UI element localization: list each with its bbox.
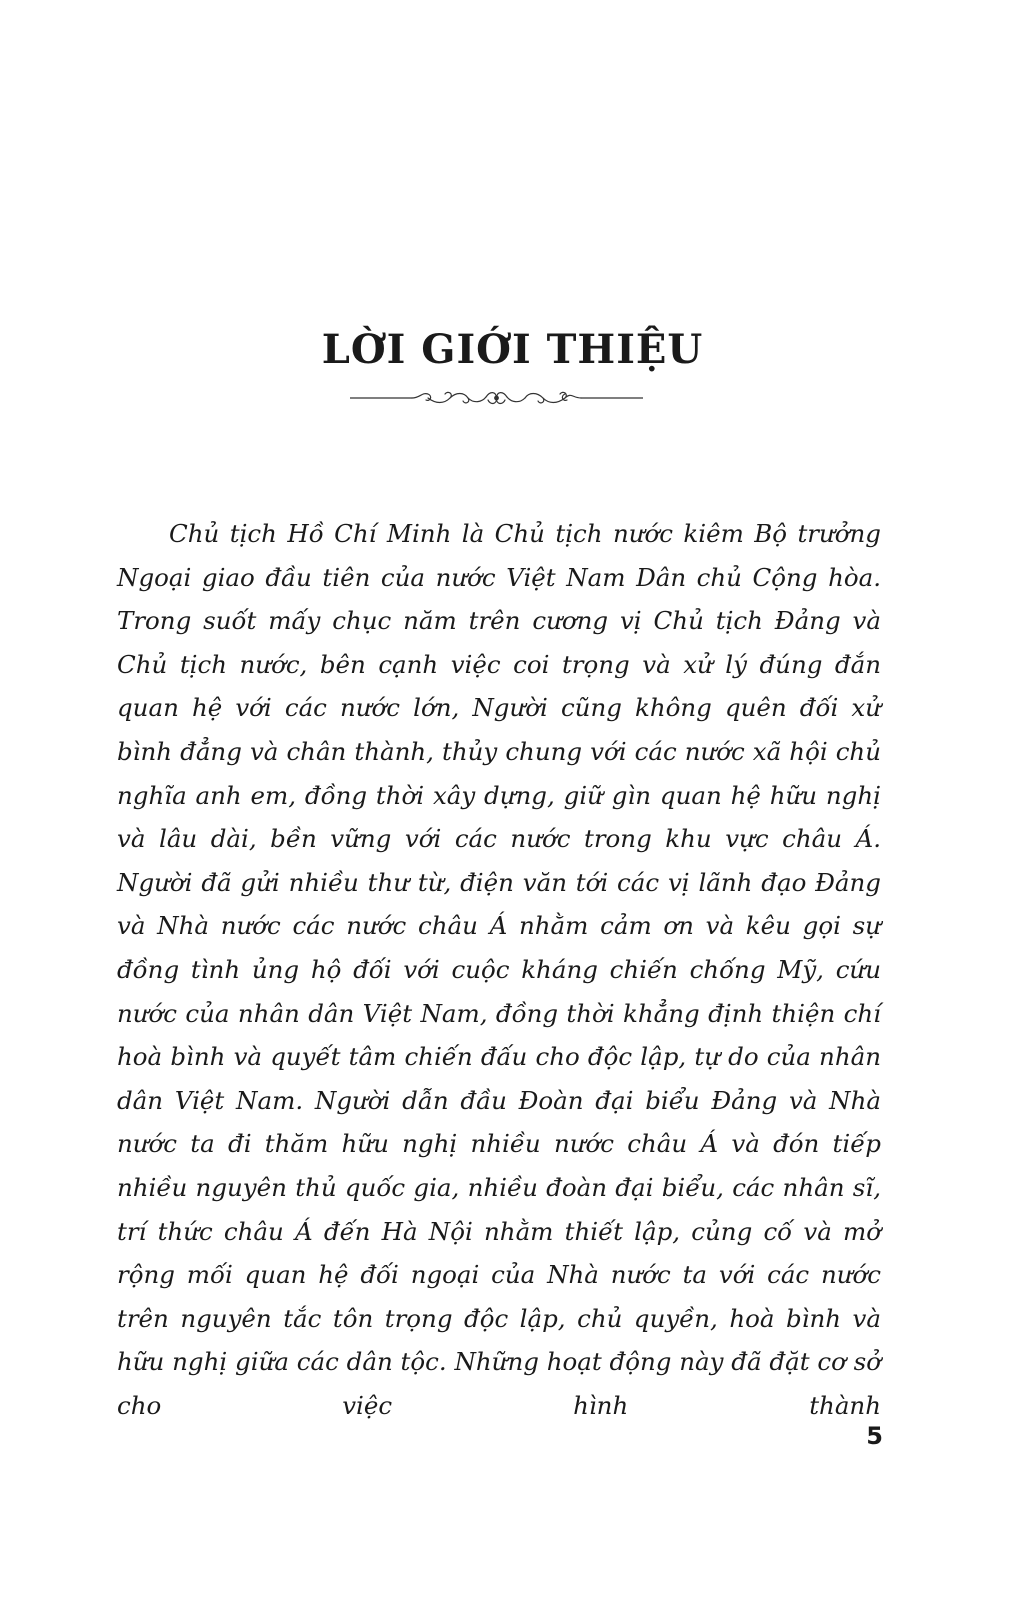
introduction-text (117, 512, 881, 1427)
flourish-divider-icon (350, 386, 643, 410)
page-title: LỜI GIỚI THIỆU (321, 326, 704, 373)
page-number: 5 (866, 1422, 883, 1450)
intro-paragraph: Chủ tịch Hồ Chí Minh là Chủ tịch nước kiêm Bộ trưởng Ngoại giao đầu tiên của nước Việt Nam Dân chủ Cộng hòa. Trong suốt mấy chục năm trên cương vị Chủ tịch Đảng và Chủ tịch nước, bên cạnh việc coi trọng và xử lý đúng đắn quan hệ với các nước lớn, Người cũng không quên đối xử bình đẳng và chân thành, thủy chung với các nước xã hội chủ nghĩa anh em, đồng thời xây dựng, giữ gìn quan hệ hữu nghị và lâu dài, bền vững với các nước trong khu vực châu Á. Người đã gửi nhiều thư từ, điện văn tới các vị lãnh đạo Đảng và Nhà nước các nước châu Á nhằm cảm ơn và kêu gọi sự đồng tình ủng hộ đối với cuộc kháng chiến chống Mỹ, cứu nước của nhân dân Việt Nam, đồng thời khẳng định thiện chí hoà bình và quyết tâm chiến đấu cho độc lập, tự do của nhân dân Việt Nam. Người dẫn đầu Đoàn đại biểu Đảng và Nhà nước ta đi thăm hữu nghị nhiều nước châu Á và đón tiếp nhiều nguyên thủ quốc gia, nhiều đoàn đại biểu, các nhân sĩ, trí thức châu Á đến Hà Nội nhằm thiết lập, củng cố và mở rộng mối quan hệ đối ngoại của Nhà nước ta với các nước trên nguyên tắc tôn trọng độc lập, chủ quyền, hoà bình và hữu nghị giữa các dân tộc. Những hoạt động này đã đặt cơ sở cho việc hình thành (117, 519, 881, 1420)
